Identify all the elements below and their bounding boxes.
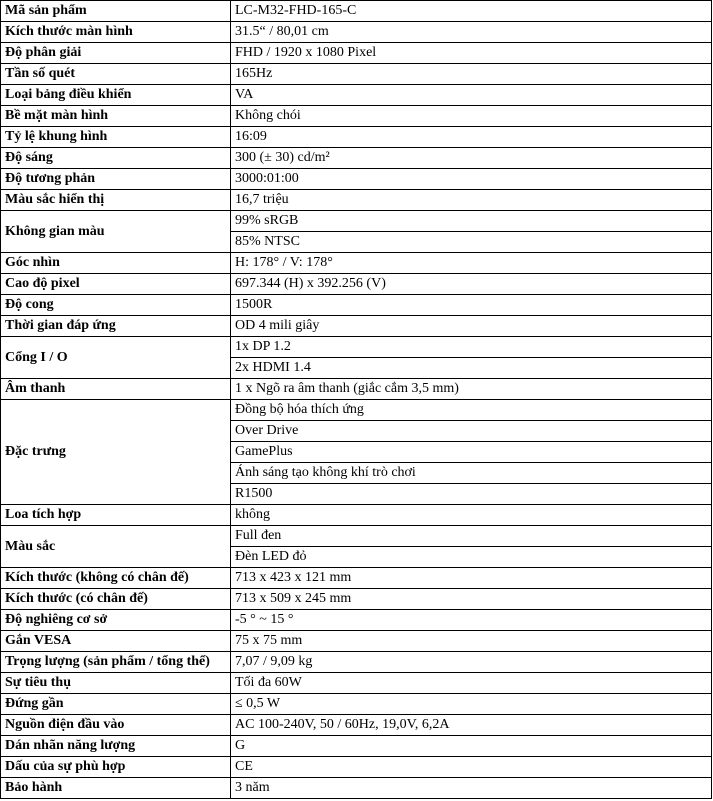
spec-label: Nguồn điện đầu vào xyxy=(1,715,231,736)
spec-value: 300 (± 30) cd/m² xyxy=(231,148,712,169)
spec-label: Độ cong xyxy=(1,295,231,316)
spec-label: Góc nhìn xyxy=(1,253,231,274)
spec-value: 99% sRGB xyxy=(231,211,712,232)
spec-label: Loa tích hợp xyxy=(1,505,231,526)
spec-value: Full đen xyxy=(231,526,712,547)
spec-label: Độ sáng xyxy=(1,148,231,169)
spec-label: Mã sản phẩm xyxy=(1,1,231,22)
spec-value: FHD / 1920 x 1080 Pixel xyxy=(231,43,712,64)
spec-value: 85% NTSC xyxy=(231,232,712,253)
table-row xyxy=(1,652,712,673)
table-row xyxy=(1,253,712,274)
spec-value: 7,07 / 9,09 kg xyxy=(231,652,712,673)
table-row xyxy=(1,106,712,127)
table-row xyxy=(1,673,712,694)
spec-value: 697.344 (H) x 392.256 (V) xyxy=(231,274,712,295)
spec-value: CE xyxy=(231,757,712,778)
spec-value: 1x DP 1.2 xyxy=(231,337,712,358)
spec-value: Đồng bộ hóa thích ứng xyxy=(231,400,712,421)
table-row xyxy=(1,568,712,589)
table-row xyxy=(1,85,712,106)
spec-value: R1500 xyxy=(231,484,712,505)
spec-value: Không chói xyxy=(231,106,712,127)
table-row xyxy=(1,22,712,43)
spec-label: Cổng I / O xyxy=(1,337,231,379)
spec-label: Tỷ lệ khung hình xyxy=(1,127,231,148)
spec-value: G xyxy=(231,736,712,757)
spec-value: 3 năm xyxy=(231,778,712,799)
spec-label: Loại bảng điều khiển xyxy=(1,85,231,106)
table-row xyxy=(1,505,712,526)
spec-value: Ánh sáng tạo không khí trò chơi xyxy=(231,463,712,484)
spec-label: Độ nghiêng cơ sở xyxy=(1,610,231,631)
spec-value: 713 x 423 x 121 mm xyxy=(231,568,712,589)
table-row xyxy=(1,400,712,421)
spec-value: 2x HDMI 1.4 xyxy=(231,358,712,379)
spec-value: ≤ 0,5 W xyxy=(231,694,712,715)
table-row xyxy=(1,1,712,22)
spec-label: Kích thước (không có chân đế) xyxy=(1,568,231,589)
spec-label: Cao độ pixel xyxy=(1,274,231,295)
table-row xyxy=(1,379,712,400)
spec-label: Âm thanh xyxy=(1,379,231,400)
table-row xyxy=(1,694,712,715)
spec-value: AC 100-240V, 50 / 60Hz, 19,0V, 6,2A xyxy=(231,715,712,736)
spec-value: H: 178° / V: 178° xyxy=(231,253,712,274)
table-row xyxy=(1,316,712,337)
spec-value: không xyxy=(231,505,712,526)
table-row xyxy=(1,211,712,232)
spec-label: Bảo hành xyxy=(1,778,231,799)
spec-value: 16,7 triệu xyxy=(231,190,712,211)
spec-label: Màu sắc hiển thị xyxy=(1,190,231,211)
spec-label: Dán nhãn năng lượng xyxy=(1,736,231,757)
spec-table-body xyxy=(1,1,712,799)
table-row xyxy=(1,610,712,631)
spec-value: Tối đa 60W xyxy=(231,673,712,694)
spec-label: Thời gian đáp ứng xyxy=(1,316,231,337)
table-row xyxy=(1,190,712,211)
spec-label: Kích thước màn hình xyxy=(1,22,231,43)
spec-label: Trọng lượng (sản phẩm / tổng thể) xyxy=(1,652,231,673)
table-row xyxy=(1,715,712,736)
spec-value: 31.5“ / 80,01 cm xyxy=(231,22,712,43)
table-row xyxy=(1,148,712,169)
spec-value: LC-M32-FHD-165-C xyxy=(231,1,712,22)
spec-label: Tần số quét xyxy=(1,64,231,85)
spec-label: Sự tiêu thụ xyxy=(1,673,231,694)
spec-label: Gắn VESA xyxy=(1,631,231,652)
spec-label: Đặc trưng xyxy=(1,400,231,505)
table-row xyxy=(1,127,712,148)
spec-value: 16:09 xyxy=(231,127,712,148)
spec-value: VA xyxy=(231,85,712,106)
spec-label: Đứng gần xyxy=(1,694,231,715)
table-row xyxy=(1,64,712,85)
spec-value: Đèn LED đỏ xyxy=(231,547,712,568)
table-row xyxy=(1,589,712,610)
spec-value: Over Drive xyxy=(231,421,712,442)
spec-value: 75 x 75 mm xyxy=(231,631,712,652)
table-row xyxy=(1,778,712,799)
table-row xyxy=(1,274,712,295)
spec-label: Dấu của sự phù hợp xyxy=(1,757,231,778)
spec-value: 1500R xyxy=(231,295,712,316)
table-row xyxy=(1,736,712,757)
spec-label: Kích thước (có chân đế) xyxy=(1,589,231,610)
spec-label: Bề mặt màn hình xyxy=(1,106,231,127)
table-row xyxy=(1,757,712,778)
spec-label: Độ tương phản xyxy=(1,169,231,190)
spec-label: Màu sắc xyxy=(1,526,231,568)
spec-value: 713 x 509 x 245 mm xyxy=(231,589,712,610)
table-row xyxy=(1,631,712,652)
spec-value: 165Hz xyxy=(231,64,712,85)
table-row xyxy=(1,169,712,190)
spec-value: OD 4 mili giây xyxy=(231,316,712,337)
table-row xyxy=(1,43,712,64)
table-row xyxy=(1,337,712,358)
spec-value: 3000:01:00 xyxy=(231,169,712,190)
spec-value: GamePlus xyxy=(231,442,712,463)
table-row xyxy=(1,526,712,547)
table-row xyxy=(1,295,712,316)
spec-label: Độ phân giải xyxy=(1,43,231,64)
spec-value: -5 ° ~ 15 ° xyxy=(231,610,712,631)
spec-value: 1 x Ngõ ra âm thanh (giắc cắm 3,5 mm) xyxy=(231,379,712,400)
spec-label: Không gian màu xyxy=(1,211,231,253)
